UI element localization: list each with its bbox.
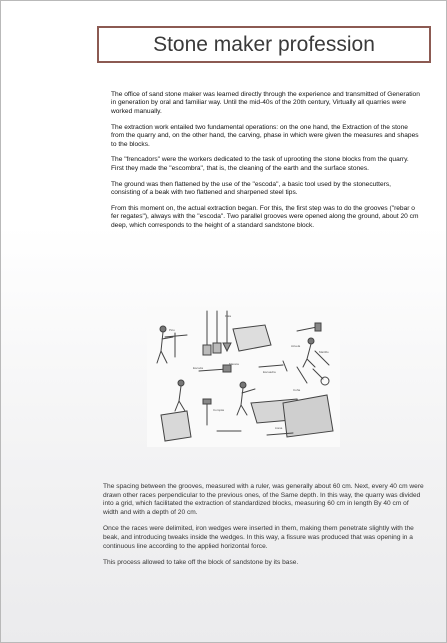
closing-paragraph: This process allowed to take off the block of sandstone by its base. bbox=[103, 559, 299, 567]
figure-label: Llana bbox=[275, 426, 283, 430]
intro-paragraph: The office of sand stone maker was learned directly through the experience and transmitted of Generation in generation by oral and familiar way. Until the mid-40s of the 20th century, Virtually all quarries were worked manually. bbox=[111, 91, 420, 115]
figure-label: Escuadra bbox=[263, 370, 276, 374]
intro-paragraph: The "frencadors" were the workers dedicated to the task of uprooting the stone blocks from the quarry. First they made the "escombra", that is, the cleaning of the earth and the surface stones. bbox=[111, 156, 409, 172]
figure-label: Pico bbox=[169, 328, 175, 332]
closing-text bbox=[103, 483, 425, 576]
page-title: Stone maker profession bbox=[97, 26, 431, 63]
closing-paragraph: The spacing between the grooves, measured with a ruler, was generally about 60 cm. Next, every 40 cm were drawn other races perpendicular to the previous ones, of the Same depth. In this way, the quarry was divided into a grid, which facilitated the extraction of standardized blocks, measuring 60 cm in length By 40 cm of width and with a depth of 20 cm. bbox=[103, 483, 424, 516]
tools-sketch bbox=[147, 307, 340, 447]
figure-label: Maceta bbox=[229, 362, 239, 366]
intro-paragraph: From this moment on, the actual extraction began. For this, the first step was to do the grooves ("rebar o fer regates"), always with the "escoda". Two parallel grooves were opened along the ground, about 20 cm deep, which corresponds to the height of a standard sandstone block. bbox=[111, 205, 419, 229]
figure-label: Pala bbox=[225, 314, 232, 318]
closing-paragraph: Once the races were delimited, iron wedges were inserted in them, making them penetrate slightly with the beak, and introducing tweaks inside the wedges. In this way, a fissure was produced that was opening in a continuous line according to the applied horizontal force. bbox=[103, 525, 414, 550]
intro-paragraph: The ground was then flattened by the use of the "escoda", a basic tool used by the stonecutters, consisting of a beak with two flattened and sharpened steel tips. bbox=[111, 180, 391, 197]
figure-label: Compás bbox=[213, 408, 225, 412]
figure-label: Cuña bbox=[293, 388, 301, 392]
stonecutter-tools-illustration bbox=[147, 307, 340, 447]
intro-paragraph: The extraction work entailed two fundamental operations: on the one hand, the Extraction of the stone from the quarry and, on the other hand, the carving, phase in which were given the measures and shapes to the blocks. bbox=[111, 123, 419, 148]
figure-label: Martillo bbox=[319, 350, 329, 354]
intro-text bbox=[111, 91, 421, 238]
figure-label: Escoda bbox=[193, 366, 204, 370]
figure-label: Azuela bbox=[291, 344, 301, 348]
